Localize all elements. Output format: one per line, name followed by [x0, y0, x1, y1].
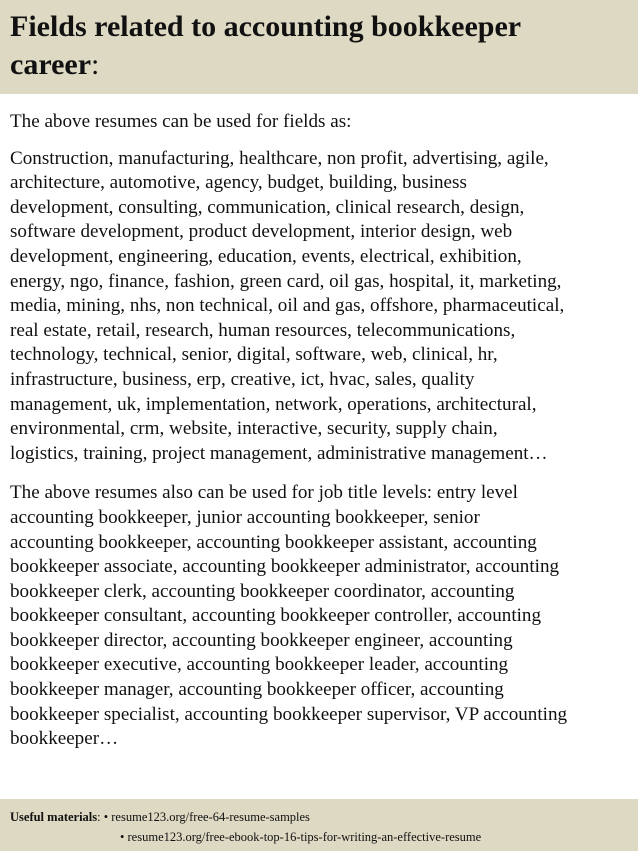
- bullet-2: •: [120, 830, 125, 844]
- page-title-text: Fields related to accounting bookkeeper career: [10, 10, 522, 81]
- bullet-1: •: [103, 810, 109, 824]
- footer-banner: [0, 799, 638, 851]
- page-title: [10, 8, 628, 84]
- intro-text: The above resumes can be used for fields as:: [10, 111, 352, 132]
- footer-row-2: [10, 827, 628, 847]
- useful-materials-separator: :: [97, 810, 104, 824]
- main-content: [10, 110, 632, 752]
- fields-list: Construction, manufacturing, healthcare, non profit, advertising, agile, architecture, automotive, agency, budget, building, business development, consulting, communication, clinical research, design, software development, product development, interior design, web development, engineering, education, events, electrical, exhibition, energy, ngo, finance, fashion, green card, oil gas, hospital, it, marketing, media, mining, nhs, non technical, oil and gas, offshore, pharmaceutical, real estate, retail, research, human resources, telecommunications, technology, technical, senior, digital, software, web, clinical, hr, infrastructure, business, erp, creative, ict, hvac, sales, quality management, uk, implementation, network, operations, architectural, environmental, crm, website, interactive, security, supply chain, logistics, training, project management, administrative management…: [10, 147, 565, 464]
- page-title-colon: :: [91, 48, 100, 81]
- header-banner: [0, 0, 638, 94]
- footer-row-1: [10, 807, 628, 827]
- ebook-tips-link[interactable]: resume123.org/free-ebook-top-16-tips-for-writing-an-effective-resume: [127, 830, 482, 844]
- resume-samples-link[interactable]: resume123.org/free-64-resume-samples: [111, 810, 310, 824]
- job-levels-text: The above resumes also can be used for job title levels: entry level accounting bookkeeper, junior accounting bookkeeper, senior accounting bookkeeper, accounting bookkeeper assistant, accounting bookkeeper associate, accounting bookkeeper administrator, accounting bookkeeper clerk, accounting bookkeeper coordinator, accounting bookkeeper consultant, accounting bookkeeper controller, accounting bookkeeper director, accounting bookkeeper engineer, accounting bookkeeper executive, accounting bookkeeper leader, accounting bookkeeper manager, accounting bookkeeper officer, accounting bookkeeper specialist, accounting bookkeeper supervisor, VP accounting bookkeeper…: [10, 482, 568, 750]
- useful-materials-label: Useful materials: [10, 810, 98, 824]
